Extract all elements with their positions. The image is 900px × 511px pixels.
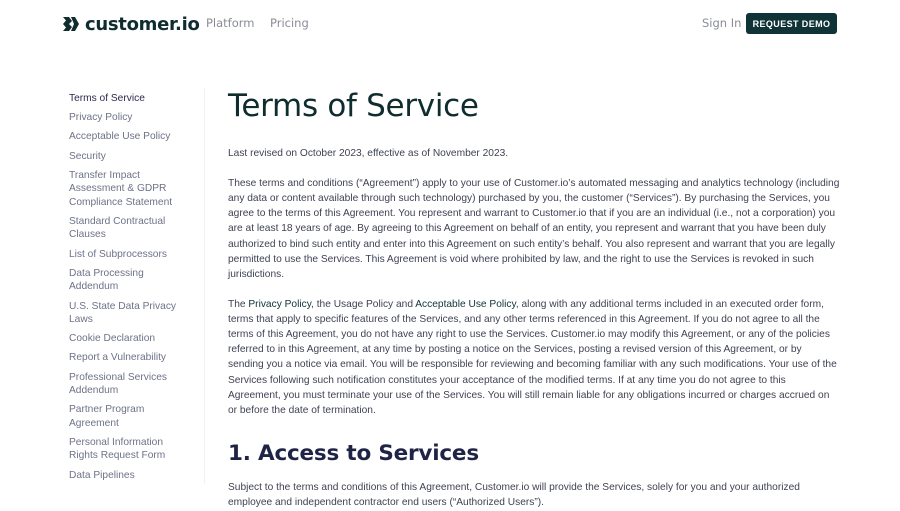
logo-link[interactable] [62, 13, 200, 35]
nav-platform[interactable]: Platform [206, 16, 255, 30]
legal-sidebar [69, 92, 194, 488]
policies-paragraph [228, 297, 840, 419]
intro-paragraph: These terms and conditions (“Agreement”) apply to your use of Customer.io’s automated messaging and analytics technology (including any data or content available through such technology) purchased by you, the customer (“Services”). By purchasing the Services, you agree to the terms of this Agreement. You represent and warrant to Customer.io that if you are an individual (i.e., not a corporation) you are at least 18 years of age. By agreeing to this Agreement on behalf of an entity, you represent and warrant that you have been duly authorized to bind such entity and enter into this Agreement on such entity’s behalf. You also represent and warrant that you are legally permitted to use the Services. This Agreement is void where prohibited by law, and the right to use the Services is revoked in such jurisdictions. [228, 177, 840, 280]
nav-pricing[interactable]: Pricing [270, 16, 309, 30]
sidebar-item-transfer-impact-assessment[interactable]: Transfer Impact Assessment & GDPR Compliance Statement [69, 169, 173, 208]
customerio-logo-icon [62, 15, 80, 33]
section-heading-access: 1. Access to Services [228, 441, 479, 467]
sidebar-item-security[interactable]: Security [69, 150, 106, 162]
sidebar-item-terms-of-service[interactable]: Terms of Service [69, 93, 145, 104]
sidebar-item-professional-services-addendum[interactable]: Professional Services Addendum [69, 371, 167, 397]
privacy-policy-link[interactable]: Privacy Policy [248, 298, 312, 310]
sidebar-divider [204, 88, 205, 484]
para-prefix: The [228, 298, 249, 310]
sidebar-item-acceptable-use-policy[interactable]: Acceptable Use Policy [69, 131, 171, 143]
revised-date: Last revised on October 2023, effective as of November 2023. [228, 148, 509, 159]
para-middle: , the Usage Policy and [311, 298, 416, 310]
access-paragraph: Subject to the terms and conditions of this Agreement, Customer.io will provide the Services, solely for you and your authorized employee and independent contractor end users (“Authorized Users”). [228, 482, 800, 509]
sidebar-item-cookie-declaration[interactable]: Cookie Declaration [69, 333, 156, 345]
sidebar-item-us-state-privacy-laws[interactable]: U.S. State Data Privacy Laws [69, 300, 177, 325]
terms-content [228, 86, 840, 511]
sidebar-item-partner-program-agreement[interactable]: Partner Program Agreement [69, 404, 145, 429]
sidebar-item-data-pipelines[interactable]: Data Pipelines [69, 469, 135, 481]
sidebar-item-data-processing-addendum[interactable]: Data Processing Addendum [69, 267, 144, 293]
sidebar-item-personal-info-rights-form[interactable]: Personal Information Rights Request Form [69, 436, 166, 462]
sidebar-item-privacy-policy[interactable]: Privacy Policy [69, 112, 133, 124]
sidebar-item-report-vulnerability[interactable]: Report a Vulnerability [69, 352, 167, 364]
page-title: Terms of Service [228, 88, 479, 124]
sign-in-link[interactable]: Sign In [702, 16, 742, 30]
site-header [0, 0, 900, 48]
sidebar-item-standard-contractual-clauses[interactable]: Standard Contractual Clauses [69, 215, 166, 241]
sidebar-item-subprocessors[interactable]: List of Subprocessors [69, 248, 167, 260]
para-suffix: , along with any additional terms included in an executed order form, terms that apply to specific features of the Services, and any other terms referenced in this Agreement. If you do not agree to all the terms of this Agreement, you do not have any right to use the Services. Customer.io may modify this Agreement, or any of the policies referred to in this Agreement, at any time by posting a notice on the Services, posting a revised version of this Agreement, or by sending you a notice via email. You will be responsible for reviewing and becoming familiar with any such modifications. Your use of the Services following such notification constitutes your acceptance of the modified terms. If at any time you do not agree to this Agreement, you must terminate your use of the Services. You will still remain liable for any obligations incurred or charges accrued on or before the date of termination. [228, 298, 837, 417]
acceptable-use-policy-link[interactable]: Acceptable Use Policy [415, 298, 516, 310]
request-demo-button[interactable]: REQUEST DEMO [746, 13, 837, 34]
logo-text: customer.io [85, 13, 200, 35]
